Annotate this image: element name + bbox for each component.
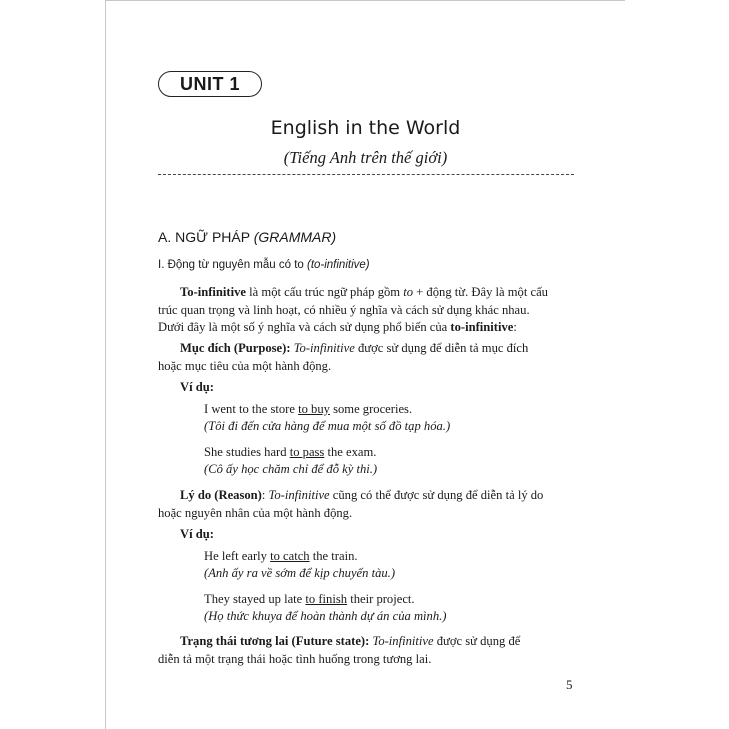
term-to-infinitive: To-infinitive (180, 285, 247, 299)
text: They stayed up late (204, 592, 306, 606)
page-title: English in the World (270, 117, 461, 139)
reason-line-1 (158, 487, 574, 505)
text: the exam. (324, 445, 377, 459)
page-subtitle: (Tiếng Anh trên thế giới) (283, 148, 448, 167)
underlined-phrase: to pass (289, 445, 325, 459)
term-to-infinitive: To-infinitive (268, 488, 330, 502)
text: Dưới đây là một số ý nghĩa và cách sử dụng phổ biến của (158, 320, 451, 334)
intro-paragraph (158, 284, 574, 337)
section-heading-text: A. NGỮ PHÁP (158, 229, 254, 245)
dashed-divider (158, 174, 574, 175)
purpose-line-1 (158, 340, 574, 358)
text: : (513, 320, 517, 334)
subsection-heading-text: I. Động từ nguyên mẫu có to (158, 259, 307, 271)
intro-line-3 (158, 319, 574, 337)
section-heading-paren: (GRAMMAR) (253, 229, 337, 245)
text: the train. (309, 549, 358, 563)
term-to-infinitive: To-infinitive (293, 341, 355, 355)
text: (Tôi đi đến cửa hàng để mua một số đồ tạp hóa.) (204, 419, 451, 433)
text: là một cấu trúc ngữ pháp gồm (246, 285, 404, 299)
example-vi (204, 418, 450, 435)
purpose-paragraph (158, 340, 574, 375)
page-top-edge (105, 0, 625, 1)
example-item (204, 401, 450, 435)
example-vi (204, 608, 446, 625)
future-paragraph (158, 633, 574, 668)
example-en (204, 591, 446, 608)
text: I went to the store (204, 402, 299, 416)
future-line-1 (158, 633, 574, 651)
example-label: Ví dụ: (180, 380, 214, 394)
example-vi (204, 461, 377, 478)
reason-heading: Lý do (Reason) (180, 488, 262, 502)
unit-badge: UNIT 1 (158, 71, 262, 97)
page-number: 5 (566, 677, 573, 692)
future-heading: Trạng thái tương lai (Future state): (180, 634, 370, 648)
section-heading-grammar (158, 229, 336, 245)
example-en (204, 444, 377, 461)
underlined-phrase: to buy (298, 402, 330, 416)
purpose-heading: Mục đích (Purpose): (180, 341, 291, 355)
intro-line-1 (158, 284, 574, 302)
text: some groceries. (329, 402, 413, 416)
example-item (204, 591, 446, 625)
text: She studies hard (204, 445, 290, 459)
purpose-line-2: hoặc mục tiêu của một hành động. (158, 358, 332, 373)
text: (Anh ấy ra về sớm để kịp chuyến tàu.) (204, 566, 396, 580)
text: their project. (347, 592, 415, 606)
subsection-heading-to-infinitive (158, 259, 370, 271)
reason-paragraph (158, 487, 574, 522)
example-en (204, 401, 450, 418)
text: (Cô ấy học chăm chỉ để đỗ kỳ thi.) (204, 462, 378, 476)
example-label: Ví dụ: (180, 527, 214, 541)
example-item (204, 548, 395, 582)
page-binding-line (105, 0, 106, 729)
text: : (261, 488, 269, 502)
example-item (204, 444, 377, 478)
term-to-infinitive: To-infinitive (372, 634, 434, 648)
term-to-infinitive: to-infinitive (450, 320, 514, 334)
intro-line-2: trúc quan trọng và linh hoạt, có nhiều ý nghĩa và cách sử dụng khác nhau. (158, 302, 530, 317)
text: được sử dụng để (433, 634, 521, 648)
text: (Họ thức khuya để hoàn thành dự án của mình.) (204, 609, 447, 623)
example-en (204, 548, 395, 565)
underlined-phrase: to finish (305, 592, 348, 606)
text: cũng có thể được sử dụng để diễn tả lý do (329, 488, 544, 502)
example-vi (204, 565, 395, 582)
reason-line-2: hoặc nguyên nhân của một hành động. (158, 505, 353, 520)
future-line-2: diễn tả một trạng thái hoặc tình huống trong tương lai. (158, 651, 432, 666)
underlined-phrase: to catch (270, 549, 310, 563)
text: + động từ. Đây là một cấu (413, 285, 548, 299)
text: được sử dụng để diễn tả mục đích (354, 341, 529, 355)
subsection-heading-paren: (to-infinitive) (306, 259, 370, 271)
term-to: to (403, 285, 414, 299)
text: He left early (204, 549, 271, 563)
